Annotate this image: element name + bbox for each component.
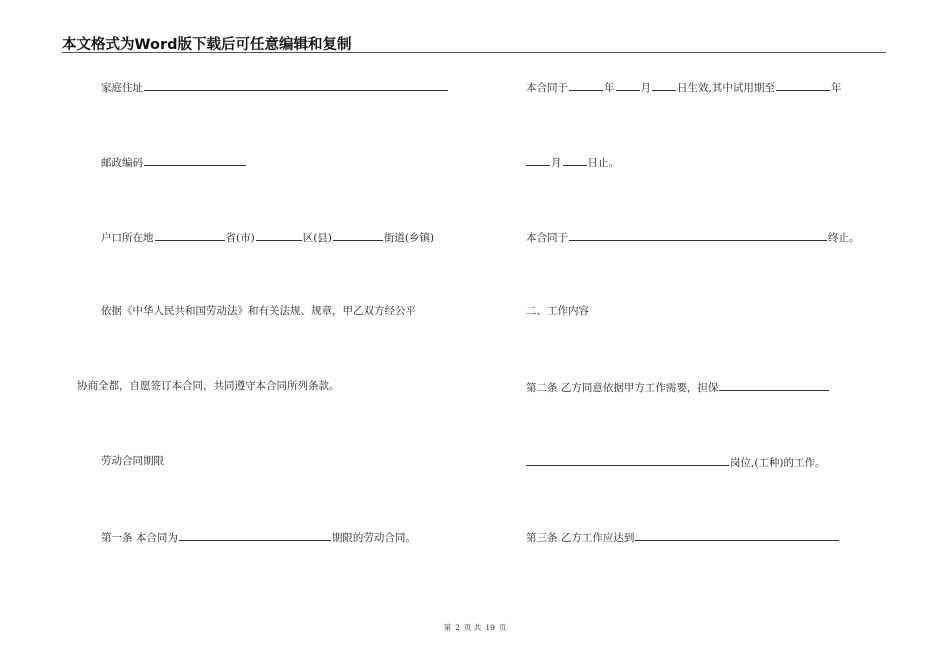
home-address-line (101, 79, 449, 95)
hukou-label: 户口所在地 (101, 232, 154, 244)
article2-post-blank-2[interactable] (526, 454, 729, 466)
work-content-heading: 二、工作内容 (526, 305, 589, 317)
term-heading: 劳动合同期限 (101, 455, 164, 467)
home-address-label: 家庭住址 (101, 82, 143, 94)
page-footer (0, 622, 950, 633)
termination-prefix: 本合同于 (526, 232, 568, 244)
article1-line (101, 529, 416, 545)
footer-page-suffix: 页 (498, 623, 507, 632)
postal-code-label: 邮政编码 (101, 157, 143, 169)
termination-blank[interactable] (569, 229, 827, 241)
article1-term-blank[interactable] (179, 529, 331, 541)
home-address-blank[interactable] (144, 79, 448, 91)
article3-prefix: 第三条 乙方工作应达到 (526, 532, 635, 544)
hukou-street-blank[interactable] (333, 229, 383, 241)
postal-code-blank[interactable] (144, 154, 246, 166)
header-divider (62, 52, 886, 53)
hukou-district-label: 区(县) (302, 232, 332, 244)
probation-day-blank[interactable] (563, 154, 587, 166)
termination-line (526, 229, 860, 245)
article3-standard-blank[interactable] (635, 529, 839, 541)
footer-total-pages: 19 (485, 623, 495, 632)
footer-page-prefix: 第 (443, 623, 452, 632)
basis-paragraph-line1: 依据《中华人民共和国劳动法》和有关法规、规章，甲乙双方经公平 (101, 305, 416, 317)
effective-date-line (526, 79, 841, 95)
hukou-street-label: 街道(乡镇) (383, 232, 435, 244)
effective-day-blank[interactable] (652, 79, 676, 91)
effective-day-label: 日生效,其中试用期至 (677, 82, 775, 94)
postal-code-line (101, 154, 247, 170)
article2-line (526, 379, 830, 395)
effective-prefix: 本合同于 (526, 82, 568, 94)
footer-current-page: 2 (455, 623, 460, 632)
probation-year-label: 年 (830, 82, 842, 94)
article2-prefix: 第二条 乙方同意依据甲方工作需要，担保 (526, 382, 719, 394)
article2-continuation-line (526, 454, 826, 470)
effective-month-blank[interactable] (616, 79, 640, 91)
effective-month-label: 月 (640, 82, 651, 94)
hukou-province-label: 省(市) (225, 232, 255, 244)
document-header-title: 本文格式为Word版下载后可任意编辑和复制 (62, 37, 352, 53)
probation-year-blank[interactable] (776, 79, 830, 91)
effective-year-label: 年 (604, 82, 615, 94)
probation-month-label: 月 (551, 157, 562, 169)
hukou-province-blank[interactable] (155, 229, 225, 241)
hukou-district-blank[interactable] (256, 229, 302, 241)
basis-paragraph-line2: 协商全都，自愿签订本合同，共同遵守本合同所列条款。 (77, 380, 340, 392)
article1-suffix: 期限的劳动合同。 (331, 532, 416, 544)
effective-year-blank[interactable] (569, 79, 603, 91)
probation-day-label: 日止。 (587, 157, 619, 169)
termination-suffix: 终止。 (828, 232, 860, 244)
article1-prefix: 第一条 本合同为 (101, 532, 178, 544)
footer-page-mid: 页 共 (463, 623, 482, 632)
article2-post-blank[interactable] (719, 379, 829, 391)
article3-line (526, 529, 840, 545)
hukou-line (101, 229, 434, 245)
article2-post-suffix: 岗位,(工种)的工作。 (730, 457, 826, 469)
probation-month-blank[interactable] (526, 154, 550, 166)
probation-end-line (526, 154, 619, 170)
